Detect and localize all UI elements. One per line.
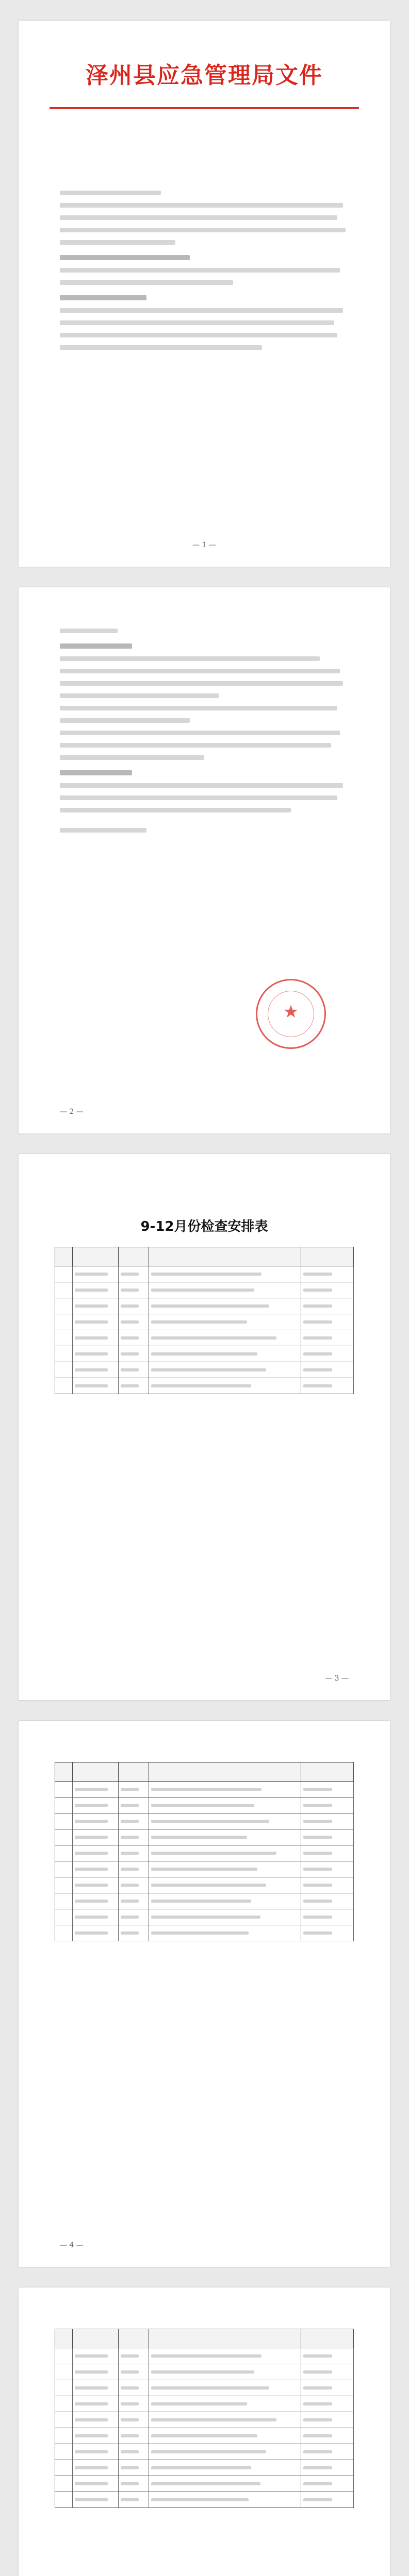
table-row <box>55 2428 354 2444</box>
table-row <box>55 1829 354 1845</box>
table-row <box>55 1378 354 1394</box>
table-row <box>55 1314 354 1330</box>
table-row <box>55 1798 354 1814</box>
table-row <box>55 1346 354 1362</box>
official-seal: ★ <box>256 979 326 1049</box>
inspection-table-part-2 <box>55 1762 354 1941</box>
page-number: — 2 — <box>60 1108 84 1116</box>
table-row <box>55 2412 354 2428</box>
table-row <box>55 2364 354 2380</box>
table-row <box>55 1814 354 1829</box>
table-row <box>55 2476 354 2492</box>
table-row <box>55 1877 354 1893</box>
page-number: — 3 — <box>325 1674 349 1683</box>
table-row <box>55 1298 354 1314</box>
table-row <box>55 1266 354 1282</box>
table-row <box>55 1362 354 1378</box>
table-row <box>55 1330 354 1346</box>
page-2 <box>19 587 390 1133</box>
page-2-body <box>60 629 349 840</box>
table-row <box>55 1909 354 1925</box>
table-row <box>55 2492 354 2508</box>
table-row <box>55 1893 354 1909</box>
table-row <box>55 1925 354 1941</box>
col-index <box>55 1247 73 1266</box>
page-1 <box>19 21 390 567</box>
inspection-table-part-1 <box>55 1247 354 1394</box>
table-row <box>55 2380 354 2396</box>
page-number: — 1 — <box>192 541 216 549</box>
page-5 <box>19 2287 390 2576</box>
page-1-body <box>60 191 349 358</box>
inspection-table-part-3 <box>55 2329 354 2508</box>
col-type <box>73 1247 119 1266</box>
table-header-row <box>55 1762 354 1782</box>
col-way <box>118 1247 149 1266</box>
table-row <box>55 1782 354 1798</box>
table-row <box>55 1282 354 1298</box>
table-row <box>55 1845 354 1861</box>
red-header-title: 泽州县应急管理局文件 <box>86 62 323 89</box>
table-header-row <box>55 1247 354 1266</box>
table-row <box>55 2348 354 2364</box>
attachment-table-title: 9-12月份检查安排表 <box>140 1219 268 1234</box>
page-3 <box>19 1154 390 1700</box>
col-unit <box>149 1247 301 1266</box>
col-month <box>301 1247 353 1266</box>
page-number: — 4 — <box>60 2241 84 2249</box>
table-row <box>55 2444 354 2460</box>
red-header-rule <box>50 107 359 109</box>
table-header-row <box>55 2329 354 2348</box>
table-row <box>55 2460 354 2476</box>
table-row <box>55 1861 354 1877</box>
page-4 <box>19 1721 390 2267</box>
table-row <box>55 2396 354 2412</box>
